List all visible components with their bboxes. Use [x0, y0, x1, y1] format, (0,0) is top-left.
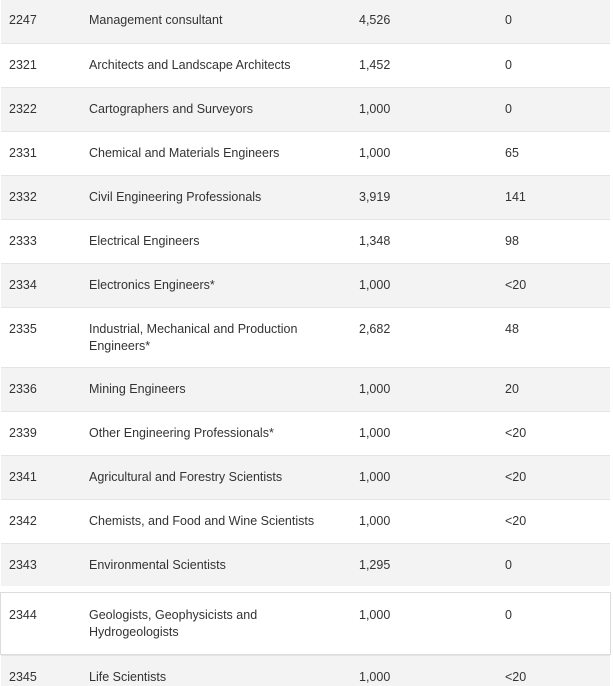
occupation-name: Chemists, and Food and Wine Scientists [89, 514, 315, 528]
table-row [1, 499, 610, 543]
occupation-name: Environmental Scientists [89, 558, 226, 572]
occupation-code: 2332 [9, 190, 37, 204]
occupation-code: 2345 [9, 670, 37, 684]
occupation-ceiling: 1,000 [359, 670, 391, 684]
occupation-name: Cartographers and Surveyors [89, 102, 253, 116]
occupation-ceiling: 1,000 [359, 426, 391, 440]
occupation-code: 2321 [9, 58, 37, 72]
occupation-code: 2339 [9, 426, 37, 440]
occupation-ceiling: 1,452 [359, 58, 391, 72]
invitations-count: <20 [505, 278, 527, 292]
occupation-code: 2322 [9, 102, 37, 116]
invitations-count: 0 [505, 58, 512, 72]
occupation-name: Electrical Engineers [89, 234, 200, 248]
occupation-code: 2335 [9, 322, 37, 336]
occupation-ceiling: 1,000 [359, 278, 391, 292]
occupation-code: 2331 [9, 146, 37, 160]
occupation-ceiling: 1,348 [359, 234, 391, 248]
occupation-code: 2342 [9, 514, 37, 528]
occupation-code: 2344 [9, 608, 37, 622]
invitations-count: 48 [505, 322, 519, 336]
occupation-name: Chemical and Materials Engineers [89, 146, 280, 160]
invitations-count: 65 [505, 146, 519, 160]
table-row [1, 263, 610, 307]
occupation-name: Civil Engineering Professionals [89, 190, 262, 204]
occupation-ceiling: 2,682 [359, 322, 391, 336]
table-row [0, 592, 611, 655]
invitations-count: <20 [505, 670, 527, 684]
occupation-name: Agricultural and Forestry Scientists [89, 470, 283, 484]
table-row [1, 0, 610, 43]
invitations-count: 20 [505, 382, 519, 396]
invitations-count: 141 [505, 190, 526, 204]
invitations-count: <20 [505, 470, 527, 484]
occupation-ceiling: 1,000 [359, 514, 391, 528]
invitations-count: 0 [505, 558, 512, 572]
table-row [1, 43, 610, 87]
occupation-name: Management consultant [89, 13, 223, 27]
table-row [1, 411, 610, 455]
table-row [1, 655, 610, 686]
occupation-name: Life Scientists [89, 670, 167, 684]
occupation-name: Electronics Engineers* [89, 278, 215, 292]
occupation-code: 2334 [9, 278, 37, 292]
invitations-count: 0 [505, 102, 512, 116]
table-row [1, 175, 610, 219]
occupation-code: 2247 [9, 13, 37, 27]
invitations-count: 98 [505, 234, 519, 248]
invitations-count: <20 [505, 426, 527, 440]
table-row [1, 543, 610, 586]
occupation-name: Geologists, Geophysicists and Hydrogeologists [89, 608, 258, 639]
table-row [1, 131, 610, 175]
occupation-ceiling: 1,000 [359, 382, 391, 396]
invitations-count: <20 [505, 514, 527, 528]
occupation-name: Mining Engineers [89, 382, 186, 396]
table-row [1, 219, 610, 263]
occupation-code: 2343 [9, 558, 37, 572]
table-row [1, 455, 610, 499]
occupation-name: Architects and Landscape Architects [89, 58, 291, 72]
occupation-code: 2336 [9, 382, 37, 396]
invitations-count: 0 [505, 608, 512, 622]
invitations-count: 0 [505, 13, 512, 27]
occupation-ceiling: 3,919 [359, 190, 391, 204]
occupation-code: 2333 [9, 234, 37, 248]
occupation-ceiling: 1,000 [359, 146, 391, 160]
table-row [1, 367, 610, 411]
table-row [1, 87, 610, 131]
occupation-name: Industrial, Mechanical and Production Engineers* [89, 322, 298, 353]
occupation-ceiling: 4,526 [359, 13, 391, 27]
table-row [1, 307, 610, 367]
occupation-ceiling: 1,000 [359, 470, 391, 484]
occupation-ceiling: 1,000 [359, 608, 391, 622]
occupation-ceiling: 1,000 [359, 102, 391, 116]
occupation-ceiling: 1,295 [359, 558, 391, 572]
occupation-name: Other Engineering Professionals* [89, 426, 274, 440]
occupation-code: 2341 [9, 470, 37, 484]
